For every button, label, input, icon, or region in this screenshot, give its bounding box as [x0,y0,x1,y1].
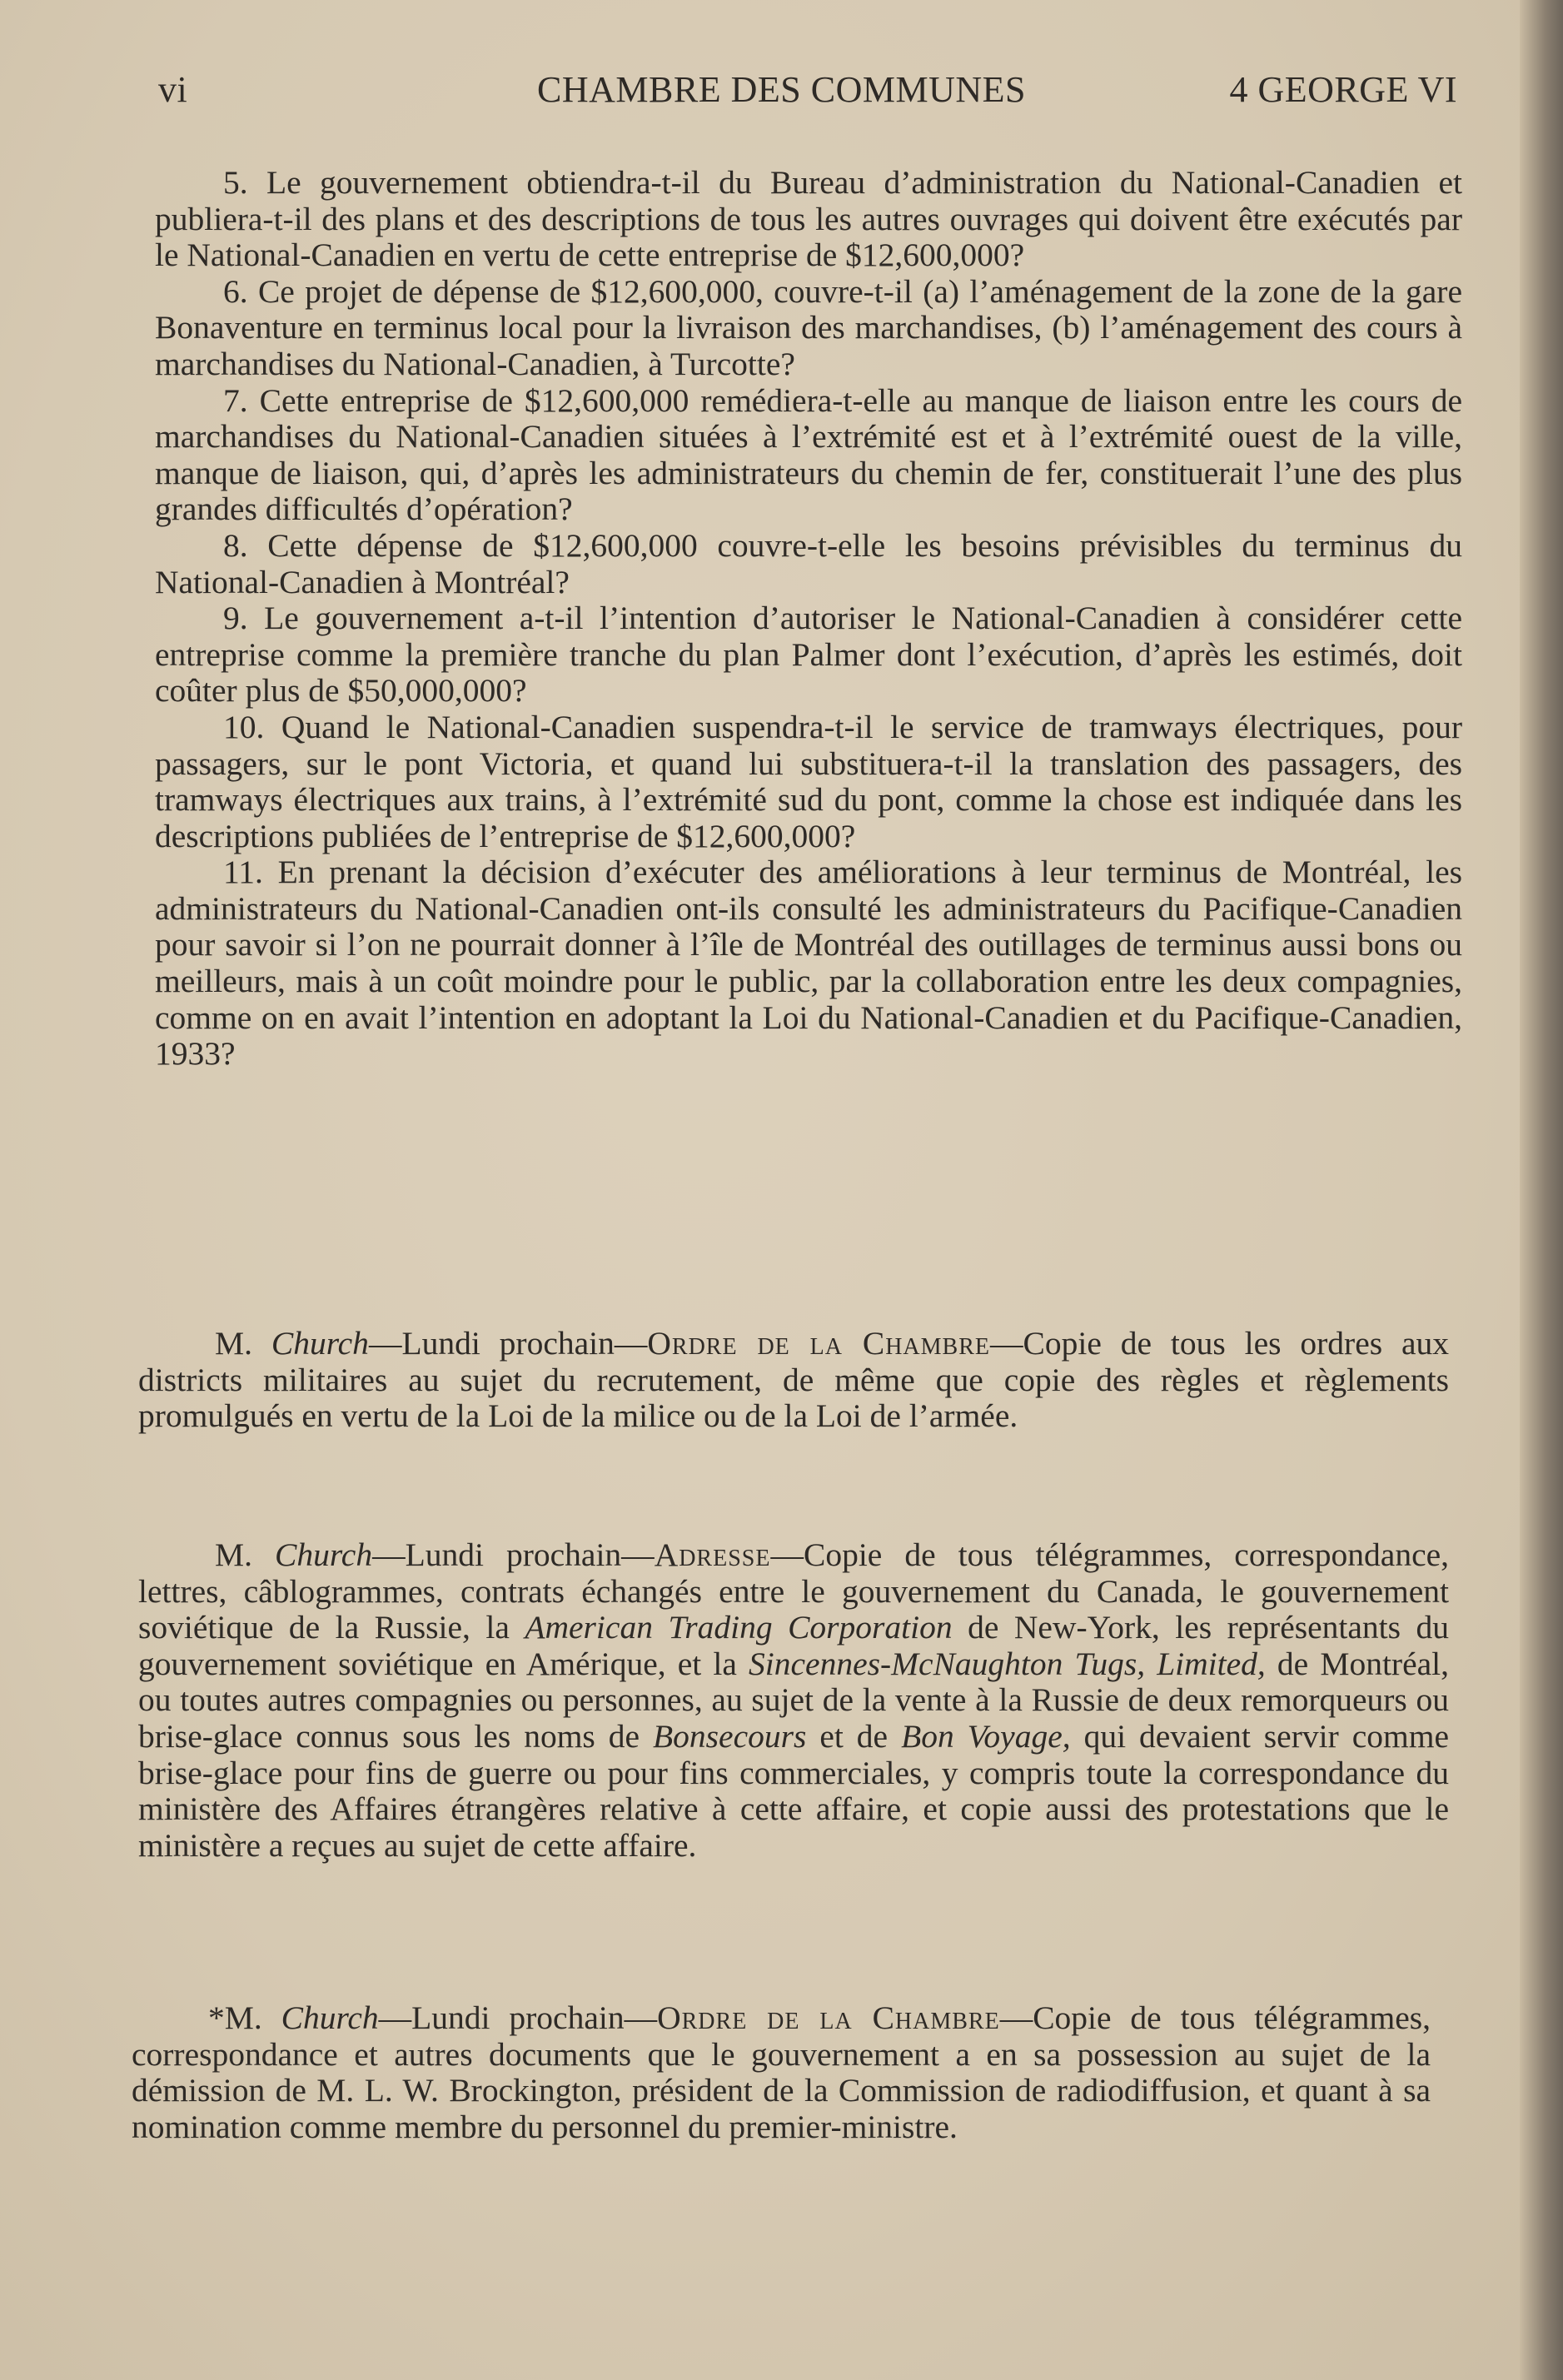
motion-italic-company: Sincennes-McNaughton Tugs, Limited, [749,1645,1266,1682]
question-8: 8. Cette dépense de $12,600,000 couvre-t-elle les besoins prévisibles du terminus du National-Canadien à Montréal? [155,526,1462,600]
motion-when: —Lundi prochain— [372,1536,655,1573]
motion-brockington [132,2000,1431,2145]
motion-icebreakers-address [138,1537,1449,1864]
motion-text: de New-York, les représentants du gouvernement soviétique en Amérique, et la [138,1609,1449,1682]
motion-prefix: M. [215,1325,271,1362]
motion-type: Ordre de la Chambre [657,1999,1000,2036]
motion-member: Church [275,1536,373,1573]
motion-italic-ship: Bon Voyage, [901,1717,1071,1755]
question-6: 6. Ce projet de dépense de $12,600,000, couvre-t-il (a) l’aménagement de la zone de la gare Bonaventure en terminus local pour la livraison des marchandises, (b) l’aménagement des cours à marchandises du National-Canadien, à Turcotte? [155,272,1462,382]
motion-text: —Copie de tous télégrammes, correspondance et autres documents que le gouvernement a en sa possession au sujet de la démission de M. L. W. Brockington, président de la Commission de radiodiffusion, et quant à sa nomination comme membre du personnel du premier-ministre. [132,1999,1431,2145]
motion-text: —Copie de tous les ordres aux districts militaires au sujet du recrutement, de même que copie des règles et règlements promulgués en vertu de la Loi de la milice ou de la Loi de l’armée. [138,1325,1450,1435]
page-number: vi [158,69,188,110]
motion-prefix: M. [215,1536,276,1573]
regnal-year: 4 GEORGE VI [1229,69,1457,110]
question-7: 7. Cette entreprise de $12,600,000 remédiera-t-elle au manque de liaison entre les cours de marchandises du National-Canadien situées à l’extrémité est et à l’extrémité ouest de la ville, manque de liaison, qui, d’après les administrateurs du chemin de fer, constituerait l’une des plus grandes difficultés d’opération? [155,381,1462,528]
motion-type: Adresse [654,1536,771,1573]
question-list [155,165,1462,1073]
page-edge-shadow [1520,0,1563,2380]
running-header [158,68,1457,118]
question-11: 11. En prenant la décision d’exécuter des améliorations à leur terminus de Montréal, les administrateurs du National-Canadien ont-ils consulté les administrateurs du Pacifique-Canadien pour savoir si l’on ne pourrait donner à l’île de Montréal des outillages de terminus aussi bons ou meilleurs, mais à un coût moindre pour le public, par la collaboration entre les deux compagnies, comme on en avait l’intention en adoptant la Loi du National-Canadien et du Pacifique-Canadien, 1933? [155,854,1462,1073]
motion-member: Church [271,1325,369,1362]
motion-italic-ship: Bonsecours [653,1717,807,1755]
motion-type: Ordre de la Chambre [647,1325,991,1362]
motion-text: —Copie de tous télégrammes, correspondance, lettres, câblogrammes, contrats échangés entre le gouvernement du Canada, le gouvernement soviétique de la Russie, la [138,1536,1450,1646]
motion-member: Church [281,1999,379,2036]
motion-text: qui devaient servir comme brise-glace pour fins de guerre ou pour fins commerciales, y compris toute la correspondance du ministère des Affaires étrangères relative à cette affaire, et copie aussi des protestations que le ministère a reçues au sujet de cette affaire. [138,1717,1449,1864]
motion-when: —Lundi prochain— [378,1999,658,2036]
question-5: 5. Le gouvernement obtiendra-t-il du Bureau d’administration du National-Canadien et publiera-t-il des plans et des descriptions de tous les autres ouvrages qui doivent être exécutés par le National-Canadien en vertu de cette entreprise de $12,600,000? [155,164,1462,274]
running-title: CHAMBRE DES COMMUNES [537,69,1026,110]
question-9: 9. Le gouvernement a-t-il l’intention d’autoriser le National-Canadien à considérer cette entreprise comme la première tranche du plan Palmer dont l’exécution, d’après les estimés, doit coûter plus de $50,000,000? [155,600,1462,710]
motion-text: de Montréal, ou toutes autres compagnies ou personnes, au sujet de la vente à la Russie de deux remorqueurs ou brise-glace connus sous les noms de [138,1645,1449,1755]
motion-italic-company: American Trading Corporation [525,1609,953,1646]
motion-text: et de [806,1717,902,1755]
motion-military-orders [138,1326,1449,1435]
motion-prefix: *M. [208,1999,281,2036]
question-10: 10. Quand le National-Canadien suspendra-t-il le service de tramways électriques, pour passagers, sur le pont Victoria, et quand lui substituera-t-il la translation des passagers, des tramways électriques aux trains, à l’extrémité sud du pont, comme la chose est indiquée dans les descriptions publiées de l’entreprise de $12,600,000? [155,708,1462,854]
motion-when: —Lundi prochain— [368,1325,648,1362]
